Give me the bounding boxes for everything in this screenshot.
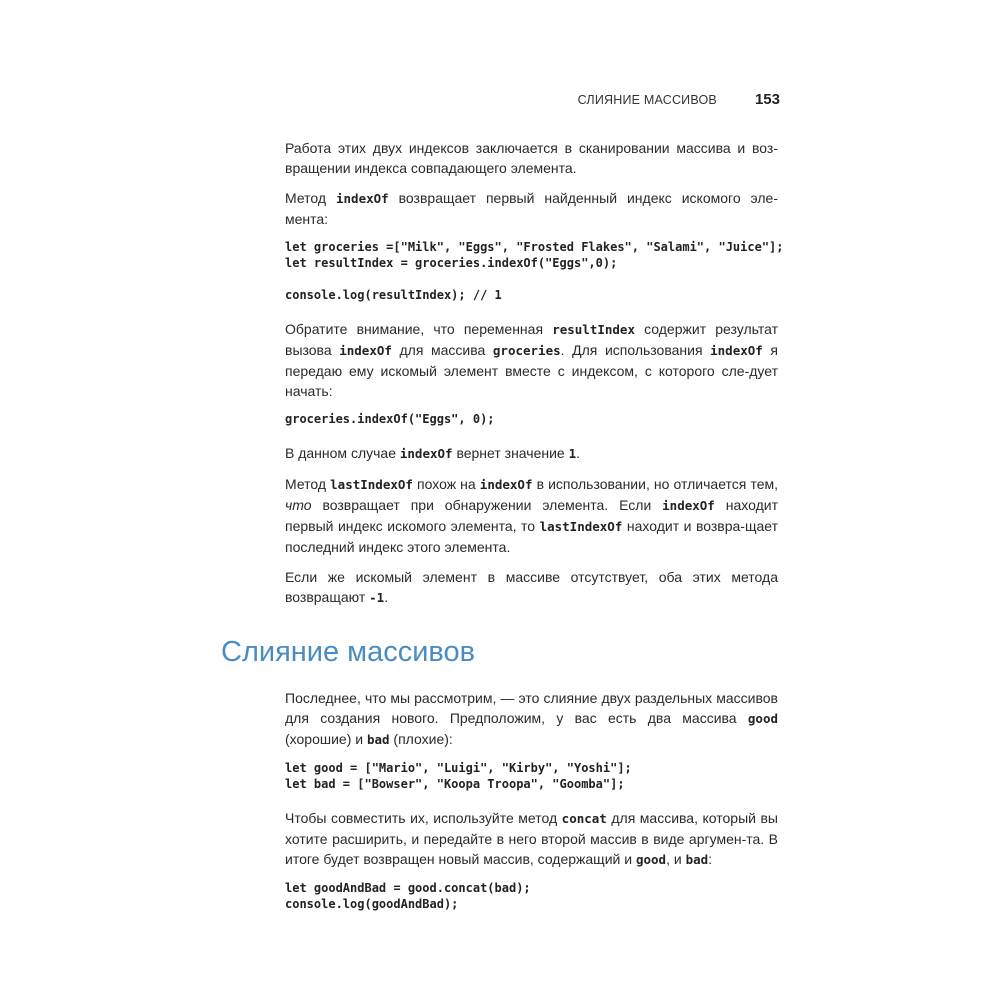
text: (плохие): [389,731,453,747]
text: Если же искомый элемент в массиве отсутствует, оба этих метода возвращают [285,569,778,605]
code-block-good-bad: let good = ["Mario", "Luigi", "Kirby", "Yoshi"]; let bad = ["Bowser", "Koopa Troopa", "Goomba"]; [285,761,632,791]
running-title: СЛИЯНИЕ МАССИВОВ [577,93,717,107]
text: в использовании, но отличается тем, [532,476,778,492]
code-block-console-log: console.log(resultIndex); // 1 [285,288,502,302]
emphasis: что [285,497,312,513]
text: Метод [285,476,331,492]
code-block-indexof-call: groceries.indexOf("Eggs", 0); [285,412,495,426]
paragraph-3 [285,319,778,401]
text: В данном случае [285,445,400,461]
text: Обратите внимание, что переменная [285,321,553,337]
code-block-groceries: let groceries =["Milk", "Eggs", "Frosted Flakes", "Salami", "Juice"]; let resultIndex = groceries.indexOf("Eggs",0); [285,240,784,270]
inline-code: bad [685,852,709,867]
inline-code: lastIndexOf [539,519,623,534]
section-heading: Слияние массивов [221,636,476,668]
page-number: 153 [754,91,780,108]
inline-code: indexOf [662,498,715,513]
text: . Для использования [560,342,711,358]
text: : [708,851,713,867]
inline-code: indexOf [336,191,389,206]
paragraph-6 [285,567,778,608]
inline-code: indexOf [710,343,763,358]
text: находит и возвра-щает последний индекс этого элемента. [285,518,778,555]
text: . [384,589,389,605]
text: Метод [285,190,336,206]
inline-code: 1 [568,446,577,461]
code-block-concat: let goodAndBad = good.concat(bad); console.log(goodAndBad); [285,881,531,911]
inline-code: good [747,711,778,726]
text: , и [666,851,686,867]
text: Последнее, что мы рассмотрим, — это слияние двух раздельных массивов для создания нового. Предположим, у вас есть два массива [285,690,778,726]
inline-code: concat [561,811,607,826]
text: я передаю ему искомый элемент вместе с индексом, с которого сле-дует начать: [285,342,778,399]
inline-code: indexOf [479,477,533,492]
text: . [576,445,581,461]
inline-code: indexOf [399,446,453,461]
text: для массива, который вы хотите расширить, и передайте в него второй массив в виде аргумен-та. В итоге будет возвращен новый массив, содержащий и [285,810,778,867]
text: находит первый индекс искомого элемента, то [285,497,778,534]
text: содержит результат вызова [285,321,778,358]
paragraph-2 [285,188,778,229]
inline-code: indexOf [339,343,392,358]
inline-code: -1 [369,590,385,605]
paragraph-1: Работа этих двух индексов заключается в сканировании массива и воз-вращении индекса совпадающего элемента. [285,140,778,176]
text: возвращает первый найденный индекс искомого эле-мента: [285,190,779,227]
paragraph-5 [285,474,778,557]
paragraph-8 [285,808,778,870]
text: возвращает при обнаружении элемента. Если [311,497,663,513]
inline-code: resultIndex [552,322,635,337]
section-index-methods [285,138,784,618]
text: вернет значение [452,445,569,461]
text: Чтобы совместить их, используйте метод [285,810,562,826]
text: для массива [391,342,493,358]
inline-code: bad [366,732,390,747]
text: похож на [412,476,480,492]
inline-code: lastIndexOf [330,477,413,492]
page-header [560,91,780,108]
inline-code: groceries [492,343,561,358]
paragraph-7 [285,688,778,750]
text: (хорошие) и [285,731,367,747]
inline-code: good [635,852,667,867]
section-merge-arrays [285,688,778,928]
paragraph-4 [285,443,778,464]
